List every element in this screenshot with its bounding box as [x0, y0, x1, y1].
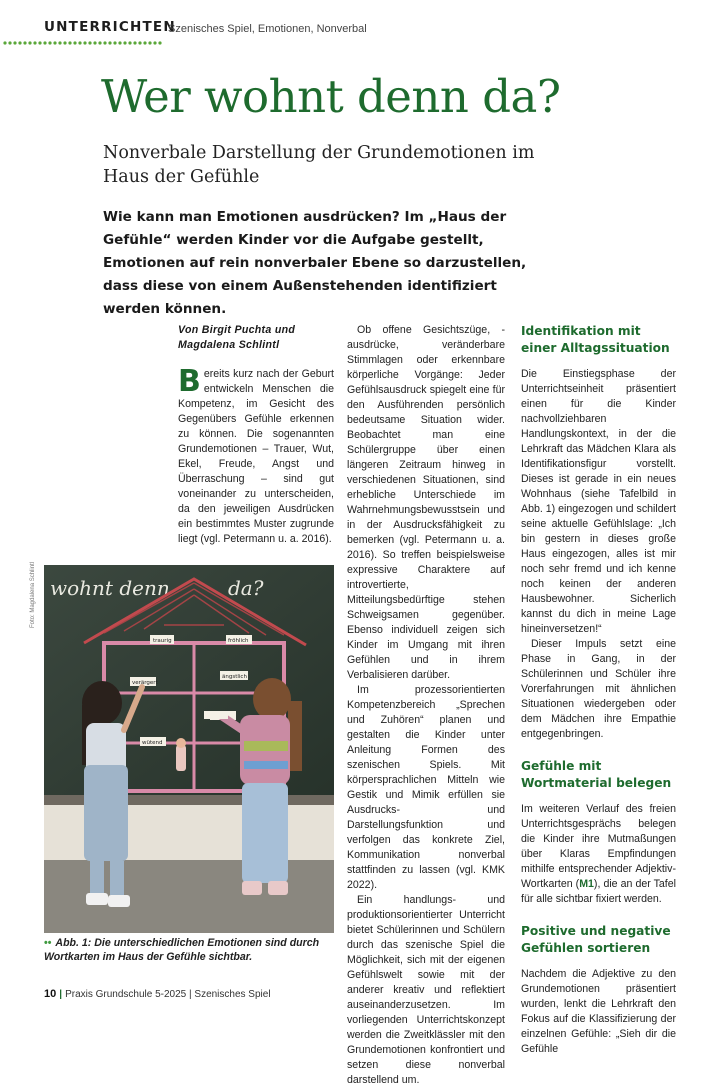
- word-card: traurig: [153, 638, 172, 644]
- paragraph-text: ), die an der Tafel für alle sichtbar fixiert werden.: [521, 878, 676, 905]
- word-card: ängstlich: [222, 674, 247, 680]
- word-card: verärgert: [132, 680, 158, 686]
- paragraph: Nachdem die Adjektive zu den Grundemotionen präsentiert wurden, lenkt die Lehrkraft den Fokus auf die Klassifizierung der einzelnen Gefühle: „Sieh dir die Gefühle: [521, 968, 676, 1055]
- figure-caption: [44, 936, 344, 964]
- paragraph: Dieser Impuls setzt eine Phase in Gang, in der Schülerinnen und Schüler ihre Vorerfahrungen mit ähnlichen Situationen wiedergeben oder dem Mädchen ihre Empathie entgegenbringen.: [521, 638, 676, 740]
- page-number: 10: [44, 988, 57, 1000]
- photo-credit: Foto: Magdalena Schlintl: [30, 561, 36, 628]
- paragraph-text: ereits kurz nach der Geburt entwickeln Menschen die Kompetenz, im Gesicht des Gegenübers Gefühle erkennen zu können. Die sogenannten Grundemotionen – Trauer, Wut, Ekel, Freude, Angst und Überraschung – sind gut voneinander zu unterscheiden, da den jeweiligen Ausdrücken ein bestimmtes Muster zugrunde liegt (vgl. Petermann u. a. 2016).: [178, 368, 334, 545]
- caption-bullet: ••: [44, 937, 52, 949]
- footer-divider: |: [59, 989, 63, 1000]
- paragraph: Ein handlungs- und produktionsorientierter Unterricht bietet Schülerinnen und Schülern durch das szenische Spiel die Möglichkeit, sich mit der eigenen Gefühlswelt sowie mit der anderer kreativ und reflektiert auseinanderzusetzen. Im vorliegenden Unterrichtskonzept werden die Zweitklässler mit den Grundemotionen konfrontiert und setzen diese nonverbal darstellend um.: [347, 894, 505, 1086]
- dotted-rule: [3, 40, 163, 46]
- byline: Von Birgit Puchta und Magdalena Schlintl: [178, 324, 296, 351]
- article-subtitle: Nonverbale Darstellung der Grundemotionen im Haus der Gefühle: [103, 143, 535, 187]
- board-text-left: wohnt denn: [50, 576, 170, 600]
- board-text-right: da?: [228, 576, 264, 600]
- section-heading: Gefühle mit Wortmaterial belegen: [521, 759, 672, 790]
- material-ref[interactable]: M1: [579, 878, 594, 890]
- footer-text: Praxis Grundschule 5-2025 | Szenisches Spiel: [65, 989, 271, 1000]
- caption-text: Abb. 1: Die unterschiedlichen Emotionen sind durch Wortkarten im Haus der Gefühle sichtbar.: [44, 937, 320, 963]
- section-topics: Szenisches Spiel, Emotionen, Nonverbal: [168, 23, 367, 35]
- section-heading: Positive und negative Gefühlen sortieren: [521, 924, 671, 955]
- article-title: Wer wohnt denn da?: [101, 70, 561, 123]
- text-column-3: [521, 323, 676, 1057]
- section-heading: Identifikation mit einer Alltagssituation: [521, 324, 670, 355]
- paragraph: [521, 802, 676, 907]
- word-card: fröhlich: [228, 638, 249, 644]
- article-lead: Wie kann man Emotionen ausdrücken? Im „Haus der Gefühle“ werden Kinder vor die Aufgabe gestellt, Emotionen auf rein nonverbaler Ebene so darzustellen, dass diese von einem Außenstehenden identifiziert werden können.: [103, 209, 527, 317]
- word-card: wütend: [142, 740, 163, 746]
- paragraph: [178, 364, 334, 547]
- classroom-photo: [44, 565, 334, 933]
- paragraph: Die Einstiegsphase der Unterrichtseinheit präsentiert einen für die Kinder nachvollziehbaren Handlungskontext, in der die Lehrkraft das Mädchen Klara als Identifikationsfigur vorstellt. Dieses ist gerade in ein neues Wohnhaus (siehe Tafelbild in Abb. 1) eingezogen und schildert seine aktuelle Gefühlslage: „Ich bin gestern in dieses große Haus eingezogen, alles ist mir noch sehr fremd und ich kenne noch keinen der anderen Hausbewohner. Sicherlich kannst du dich in meine Lage hineinversetzen!“: [521, 368, 676, 635]
- text-column-2: [347, 323, 505, 1088]
- text-column-1: [178, 364, 334, 547]
- paragraph: Im prozessorientierten Kompetenzbereich „Sprechen und Zuhören“ planen und gestalten die Kinder unter Anleitung Formen des szenischen Spiels. Mit körpersprachlichen Mitteln wie Gestik und Mimik erfüllen sie Ausdrucks- und Darstellungsfunktion und verfolgen das konkrete Ziel, Kommunikation nonverbal stattfinden zu lassen (vgl. KMK 2022).: [347, 684, 505, 891]
- section-label: UNTERRICHTEN: [44, 19, 176, 35]
- paragraph: Ob offene Gesichtszüge, -ausdrücke, veränderbare Stimmlagen oder erkennbare körperliche Vorgänge: Jeder Gefühlsausdruck spiegelt eine für den Ausführenden persönlich bedeutsame Situation wider. Beobachtet man eine Schülergruppe über einen längeren Zeitraum hinweg in verschiedenen Situationen, sind erhebliche Unterschiede im Wahrnehmungsbewusstsein und in der Ausdrucksfähigkeit zu bemerken (vgl. Petermann u. a. 2016). So treffen beispielsweise expressive Charaktere auf introvertierte, Mitteilungsbedürftige stehen Schweigsamen gegenüber. Ebenso individuell zeigen sich Kinder im Umgang mit ihren Gefühlen und in ihrem Verbalisieren darüber.: [347, 324, 505, 681]
- paragraph-text: Im weiteren Verlauf des freien Unterrichtsgesprächs belegen die Kinder ihre Mutmaßungen über Klaras Empfindungen mithilfe entsprechender Adjektiv-Wortkarten (: [521, 803, 676, 890]
- page-footer: [44, 988, 271, 1000]
- drop-cap: B: [178, 364, 201, 399]
